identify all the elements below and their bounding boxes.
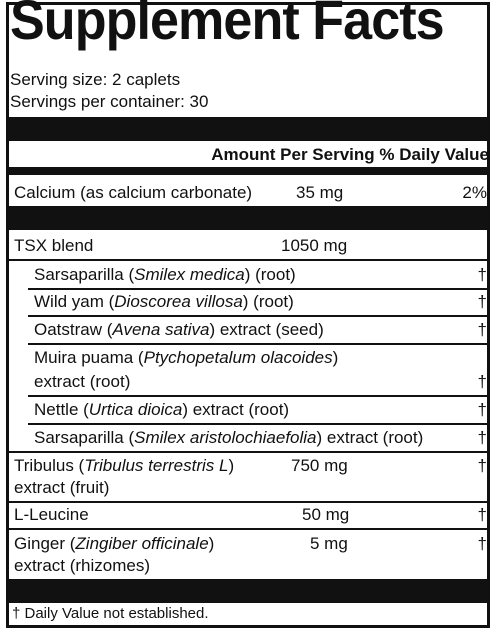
tribulus-dv: † xyxy=(477,456,487,475)
panel-title: Supplement Facts xyxy=(10,0,444,51)
row-rule xyxy=(28,423,487,425)
blend-item: Nettle (Urtica dioica) extract (root) xyxy=(34,400,290,419)
blend-item-dv: † xyxy=(477,400,487,419)
thick-divider xyxy=(7,579,487,603)
ginger-dv: † xyxy=(477,534,487,553)
thick-divider xyxy=(7,206,487,230)
blend-item-line2: extract (root) xyxy=(34,372,131,391)
thick-divider xyxy=(7,117,487,141)
blend-name: TSX blend xyxy=(14,236,94,255)
blend-item: Wild yam (Dioscorea villosa) (root) xyxy=(34,292,294,311)
blend-item-dv: † xyxy=(477,428,487,447)
footnote: † Daily Value not established. xyxy=(12,605,209,622)
ginger-line2: extract (rhizomes) xyxy=(14,556,151,575)
dv-header: % Daily Value xyxy=(379,145,489,164)
amount-header: Amount Per Serving xyxy=(211,145,375,164)
row-rule xyxy=(28,343,487,345)
blend-item: Muira puama (Ptychopetalum olacoides) xyxy=(34,348,339,367)
ginger-name: Ginger (Zingiber officinale) xyxy=(14,534,215,553)
calcium-amount: 35 mg xyxy=(296,183,344,202)
row-rule xyxy=(28,395,487,397)
header-divider xyxy=(7,167,487,175)
blend-item-dv: † xyxy=(477,372,487,391)
tribulus-name: Tribulus (Tribulus terrestris L) xyxy=(14,456,235,475)
blend-item: Sarsaparilla (Smilex medica) (root) xyxy=(34,265,296,284)
calcium-name: Calcium (as calcium carbonate) xyxy=(14,183,253,202)
calcium-dv: 2% xyxy=(462,183,487,202)
row-rule xyxy=(7,451,487,453)
blend-amount: 1050 mg xyxy=(281,236,348,255)
leucine-amount: 50 mg xyxy=(302,505,350,524)
ginger-amount: 5 mg xyxy=(310,534,348,553)
blend-item-dv: † xyxy=(477,320,487,339)
blend-item-dv: † xyxy=(477,265,487,284)
leucine-name: L-Leucine xyxy=(14,505,89,524)
row-rule xyxy=(7,528,487,530)
row-rule xyxy=(28,288,487,290)
blend-item: Sarsaparilla (Smilex aristolochiaefolia) extract (root) xyxy=(34,428,424,447)
row-rule xyxy=(7,259,487,261)
tribulus-amount: 750 mg xyxy=(291,456,348,475)
leucine-dv: † xyxy=(477,505,487,524)
column-header xyxy=(211,145,489,165)
tribulus-line2: extract (fruit) xyxy=(14,478,110,497)
blend-item-dv: † xyxy=(477,292,487,311)
row-rule xyxy=(7,501,487,503)
serving-size: Serving size: 2 caplets xyxy=(10,70,181,89)
row-rule xyxy=(28,315,487,317)
blend-item: Oatstraw (Avena sativa) extract (seed) xyxy=(34,320,324,339)
servings-per-container: Servings per container: 30 xyxy=(10,92,209,111)
